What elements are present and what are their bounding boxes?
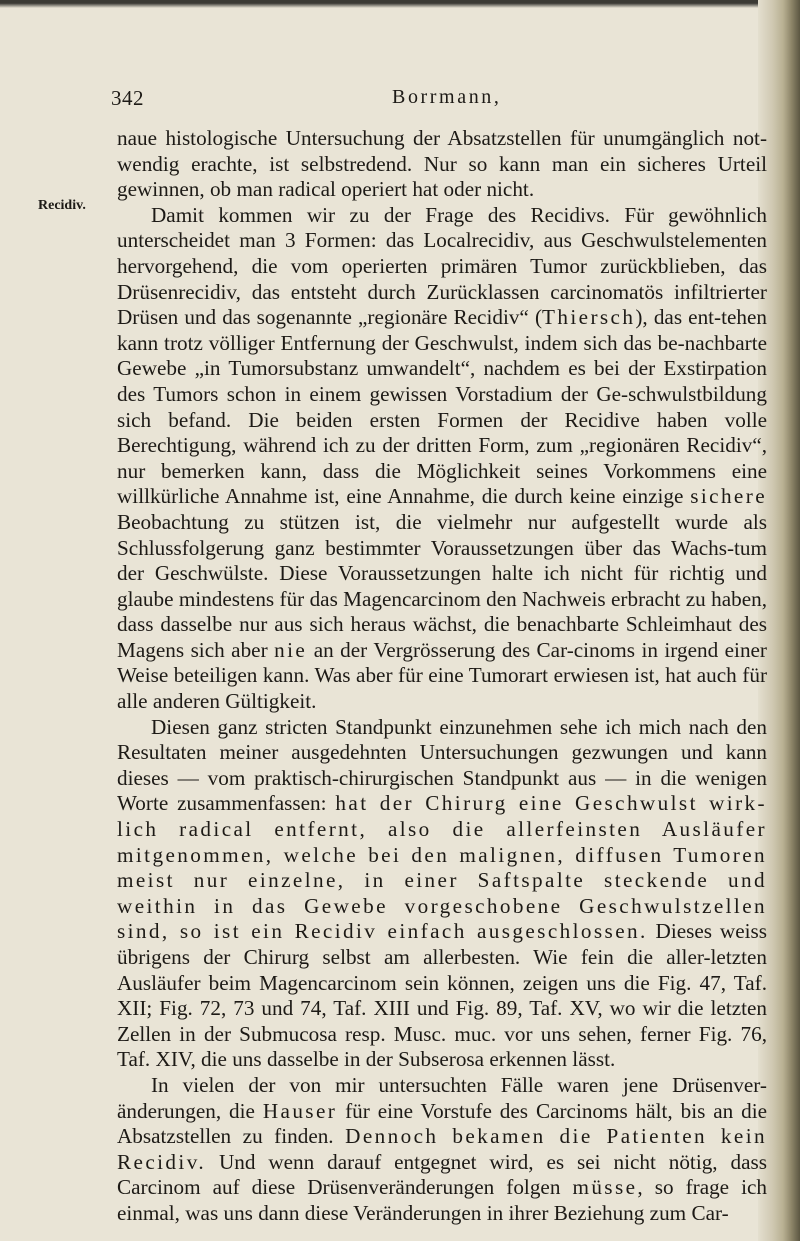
paragraph-3 <box>117 715 767 1073</box>
body-text <box>117 126 767 1227</box>
paragraph-2 <box>117 203 767 715</box>
text-run: Dieses weiss übrigens der Chirurg selbst am allerbesten. Wie fein die aller-letzten Ausläufer beim Magencarcinom sein können, zeigen uns die Fig. 47, Taf. XII; Fig. 72, 73 und 74, Taf. XIII und Fig. 89, Taf. XV, wo wir die letzten Zellen in der Submucosa resp. Musc. muc. vor uns sehen, ferner Fig. 76, Taf. XIV, die uns dasselbe in der Subserosa erkennen lässt. <box>117 919 767 1072</box>
margin-note: Recidiv. <box>38 198 86 213</box>
paragraph-1 <box>117 126 767 203</box>
text-run: , so frage ich einmal, was uns dann diese Veränderungen in ihrer Beziehung zum Car- <box>117 1175 767 1225</box>
text-run: In vielen der von mir untersuchten Fälle waren jene Drüsenver-änderungen, die <box>117 1072 767 1123</box>
emphasis-text: müsse <box>572 1175 638 1200</box>
text-run: Und wenn darauf entgegnet wird, es sei nicht nötig, dass Carcinom auf diese Drüsenveränderungen folgen <box>117 1149 767 1200</box>
running-head: Borrmann, <box>392 86 502 108</box>
emphasis-text: Dennoch bekamen die Patienten kein Recidiv. <box>117 1124 767 1174</box>
text-run: Beobachtung zu stützen ist, die vielmehr nur aufgestellt wurde als Schlussfolgerung ganz bestimmter Voraussetzungen über das Wachs-tum der Geschwülste. Diese Voraussetzungen halte ich nicht für richtig und glaube mindestens für das Magencarcinom den Nachweis erbracht zu haben, dass dasselbe nur aus sich heraus wächst, die benachbarte Schleimhaut des Magens sich aber <box>117 509 767 662</box>
top-rule <box>0 0 760 8</box>
emphasis-text: nie <box>274 637 308 662</box>
paragraph-4 <box>117 1073 767 1227</box>
text-run: Damit kommen wir zu der Frage des Recidivs. Für gewöhnlich unterscheidet man 3 Formen: das Localrecidiv, aus Geschwulstelementen hervorgehend, die vom operierten primären Tumor zurückblieben, das Drüsenrecidiv, das entsteht durch Zurücklassen carcinomatös infiltrierter Drüsen und das sogenannte „regionäre Recidiv“ ( <box>117 202 767 330</box>
emphasis-text: hat der Chirurg eine Geschwulst wirk-lich radical entfernt, also die allerfeinsten Ausläufer mitgenommen, welche bei den malignen, diffusen Tumoren meist nur einzelne, in einer Saftspalte steckende und weithin in das Gewebe vorgeschobene Geschwulstzellen sind, so ist ein Recidiv einfach ausgeschlossen. <box>117 791 767 944</box>
emphasis-text: sichere <box>690 484 767 509</box>
page-header <box>0 86 760 110</box>
emphasis-text: Hauser <box>262 1098 338 1123</box>
text-run: ), das ent-tehen kann trotz völliger Entfernung der Geschwulst, indem sich das be-nachbarte Gewebe „in Tumorsubstanz umwandelt“, nachdem es bei der Exstirpation des Tumors schon in einem gewissen Vorstadium der Ge-schwulstbildung sich befand. Die beiden ersten Formen der Recidive haben volle Berechtigung, während ich zu der dritten Form, zum „regionären Recidiv“, nur bemerken kann, dass die Möglichkeit seines Vorkommens eine willkürliche Annahme ist, eine Annahme, die durch keine einzige <box>117 305 767 509</box>
text-run: naue histologische Untersuchung der Absatzstellen für unumgänglich not-wendig erachte, ist selbstredend. Nur so kann man ein sicheres Urteil gewinnen, ob man radical operiert hat oder nicht. <box>117 126 767 202</box>
page-number: 342 <box>111 86 144 110</box>
text-run: an der Vergrösserung des Car-cinoms in irgend einer Weise beteiligen kann. Was aber für eine Tumorart erwiesen ist, hat auch für alle anderen Gültigkeit. <box>117 637 767 714</box>
emphasis-text: Thiersch <box>542 305 636 330</box>
text-run: für eine Vorstufe des Carcinoms hält, bis an die Absatzstellen zu finden. <box>117 1098 767 1149</box>
text-run: Diesen ganz stricten Standpunkt einzunehmen sehe ich mich nach den Resultaten meiner ausgedehnten Untersuchungen gezwungen und kann dieses — vom praktisch-chirurgischen Standpunkt aus — in die wenigen Worte zusammenfassen: <box>117 714 767 816</box>
